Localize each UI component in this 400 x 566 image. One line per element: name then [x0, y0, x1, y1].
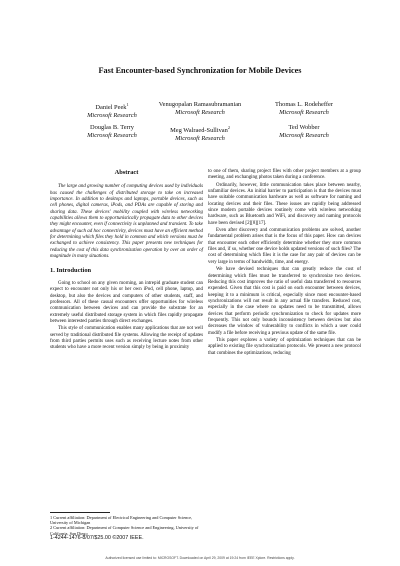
abstract-heading: Abstract [114, 169, 139, 176]
footnote: 2 Current affiliation: Department of Computer Science and Engineering, University of California, San Diego [50, 525, 199, 536]
author-affiliation: Microsoft Research [175, 135, 225, 143]
author-name: Ted Wobber [288, 124, 320, 131]
author-block [256, 101, 352, 117]
author-block [152, 124, 248, 143]
author-affiliation: Microsoft Research [279, 109, 329, 116]
body-paragraph: Going to school on any given morning, an intrepid graduate student can expect to encounter not only his or her own iPod, cell phone, laptop, and desktop, but also the devices and computers of other students, staff, and professors. All of these casual encounters offer opportunities for wireless communication between devices and can provide the substrate for an extremely useful distributed storage system in which files rapidly propagate between interested parties through direct exchanges. [50, 280, 203, 324]
abstract-text: The large and growing number of computing devices used by individuals has caused the challenges of distributed storage to take on increased importance. In addition to desktops and laptops, portable devices, such as cell phones, digital cameras, iPods, and PDAs are capable of storing and sharing data. These devices' mobility coupled with wireless networking capabilities allows them to opportunistically propagate data to other devices they might encounter, even if connectivity is unplanned and transient. To take advantage of such ad hoc connectivity, devices must have an efficient method for determining which files they hold in common and which versions must be exchanged to achieve consistency. This paper presents new techniques for reducing the cost of this data synchronization operation by over an order of magnitude in many situations. [50, 184, 203, 260]
body-paragraph: to one of them, sharing project files with other project members at a group meeting, and exchanging photos taken during a conference. [208, 169, 361, 181]
author-name: Daniel Peek [95, 104, 127, 112]
footnote: 1 Current affiliation: Department of Electrical Engineering and Computer Science, University of Michigan [50, 515, 193, 526]
license-notice: Authorized licensed use limited to: MICROSOFT. Downloaded on April 29, 2009 at 19:24 from IEEE Xplore. Restrictions apply. [105, 556, 295, 560]
author-name: Venugopalan Ramasubramanian [158, 101, 242, 108]
body-paragraph: Even after discovery and communication problems are solved, another fundamental problem arises that is the focus of this paper. How can devices that encounter each other efficiently determine whether they store common files and, if so, whether one device holds updated versions of such files? The cost of determining which files it is the case for any pair of devices can be very large in terms of bandwidth, time, and energy. [208, 228, 361, 265]
author-block [64, 124, 160, 140]
section-heading: 1. Introduction [50, 267, 92, 275]
author-footnote-mark: 2 [227, 125, 230, 130]
author-affiliation: Microsoft Research [87, 132, 137, 139]
author-block [256, 124, 352, 140]
author-affiliation: Microsoft Research [175, 109, 225, 116]
copyright-notice: 1-4244-1476-8/07/$25.00 ©2007 IEEE. [50, 535, 144, 541]
author-name: Thomas L. Rodeheffer [275, 101, 333, 108]
footnote-divider [50, 512, 110, 513]
left-column [50, 170, 203, 353]
author-name: Douglas B. Terry [90, 124, 134, 131]
author-block [64, 101, 160, 120]
author-affiliation: Microsoft Research [279, 132, 329, 139]
author-block [152, 101, 248, 117]
author-name: Meg Walraed-Sullivan [170, 127, 228, 135]
author-affiliation: Microsoft Research [87, 112, 137, 120]
body-paragraph: We have devised techniques that can greatly reduce the cost of determining which files must be transferred to synchronize two devices. Reducing this cost improves the ratio of useful data transferred to resources expended. Given that this cost is paid on each encounter between devices, keeping it to a minimum is critical, especially since most encounter-based synchronizations will not result in any actual file transfers. Reduced cost, especially in the case where no updates need to be transmitted, allows devices that perform periodic synchronization to check for updates more frequently. This not only bounds inconsistency between devices but also decreases the window of vulnerability to conflicts in which a user could modify a file before receiving a previous update of the same file. [208, 267, 361, 336]
body-paragraph: This paper explores a variety of optimization techniques that can be applied to existing file synchronization protocols. We present a new protocol that combines the optimizations, reducing [208, 337, 361, 356]
right-column [208, 169, 361, 358]
paper-title: Fast Encounter-based Synchronization for Mobile Devices [98, 66, 302, 75]
body-paragraph: Ordinarily, however, little communication takes place between nearby, unfamiliar devices. An initial barrier to participation is that the devices must have suitable communication hardware as well as software for naming and locating devices and their files. These issues are rapidly being addressed since modern portable devices routinely come with wireless networking hardware, such as Bluetooth and WiFi, and discovery and naming protocols have been devised [2][8][17]. [208, 182, 361, 226]
body-paragraph: This style of communication enables many applications that are not well served by traditional distributed file systems. Allowing the receipt of updates from third parties permits uses such as receiving lecture notes from other students who have a more recent version simply by being in proximity [50, 326, 203, 351]
author-footnote-mark: 1 [126, 102, 129, 107]
footnotes [50, 512, 203, 536]
